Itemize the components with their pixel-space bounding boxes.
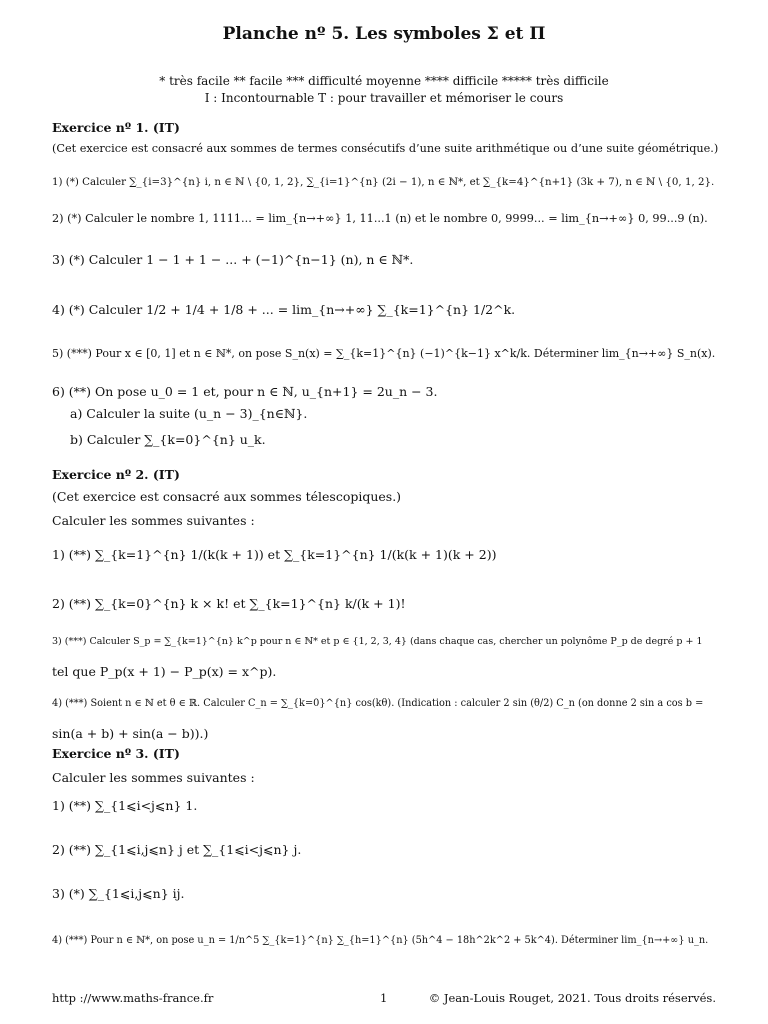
exercise-3-lead: Calculer les sommes suivantes : — [52, 770, 255, 785]
exercise-1-q6b: b) Calculer ∑_{k=0}^{n} u_k. — [70, 432, 266, 447]
exercise-2-q4-cont: sin(a + b) + sin(a − b)).) — [52, 726, 209, 741]
exercise-3-q2: 2) (**) ∑_{1⩽i,j⩽n} j et ∑_{1⩽i<j⩽n} j. — [52, 842, 302, 857]
category-legend: I : Incontournable T : pour travailler et mémoriser le cours — [204, 91, 564, 105]
exercise-1-q4: 4) (*) Calculer 1/2 + 1/4 + 1/8 + ... = lim_{n→+∞} ∑_{k=1}^{n} 1/2^k. — [52, 302, 516, 317]
difficulty-legend: * très facile ** facile *** difficulté moyenne **** difficile ***** très difficile — [159, 74, 609, 88]
exercise-2-q2: 2) (**) ∑_{k=0}^{n} k × k! et ∑_{k=1}^{n} k/(k + 1)! — [52, 596, 406, 611]
exercise-1-q6a: a) Calculer la suite (u_n − 3)_{n∈ℕ}. — [70, 406, 308, 421]
exercise-2-heading: Exercice nº 2. (IT) — [52, 467, 180, 482]
exercise-1-q1: 1) (*) Calculer ∑_{i=3}^{n} i, n ∈ ℕ \ {0, 1, 2}, ∑_{i=1}^{n} (2i − 1), n ∈ ℕ*, et ∑_{k=4}^{n+1} (3k + 7), n ∈ ℕ \ {0, 1, 2}. — [52, 176, 715, 188]
exercise-2-intro: (Cet exercice est consacré aux sommes télescopiques.) — [52, 489, 402, 504]
exercise-3-q4: 4) (***) Pour n ∈ ℕ*, on pose u_n = 1/n^5 ∑_{k=1}^{n} ∑_{h=1}^{n} (5h^4 − 18h^2k^2 + 5k^4). Déterminer lim_{n→+∞} u_n. — [52, 935, 709, 946]
exercise-2-q3: 3) (***) Calculer S_p = ∑_{k=1}^{n} k^p pour n ∈ ℕ* et p ∈ {1, 2, 3, 4} (dans chaque cas, chercher un polynôme P_p de degré p + 1 — [52, 636, 703, 647]
exercise-1-intro: (Cet exercice est consacré aux sommes de termes consécutifs d’une suite arithmétique ou d’une suite géométrique.) — [52, 142, 719, 155]
exercise-1-q2: 2) (*) Calculer le nombre 1, 1111... = lim_{n→+∞} 1, 11...1 (n) et le nombre 0, 9999... = lim_{n→+∞} 0, 99...9 (n). — [52, 212, 708, 225]
exercise-1-q5: 5) (***) Pour x ∈ [0, 1] et n ∈ ℕ*, on pose S_n(x) = ∑_{k=1}^{n} (−1)^{k−1} x^k/k. Déterminer lim_{n→+∞} S_n(x). — [52, 347, 716, 360]
exercise-1-q3: 3) (*) Calculer 1 − 1 + 1 − ... + (−1)^{n−1} (n), n ∈ ℕ*. — [52, 252, 414, 267]
footer-copyright: © Jean-Louis Rouget, 2021. Tous droits réservés. — [428, 991, 716, 1005]
exercise-2-q3-cont: tel que P_p(x + 1) − P_p(x) = x^p). — [52, 664, 277, 679]
exercise-3-q3: 3) (*) ∑_{1⩽i,j⩽n} ij. — [52, 886, 185, 901]
exercise-3-q1: 1) (**) ∑_{1⩽i<j⩽n} 1. — [52, 798, 198, 813]
footer-page-number: 1 — [380, 991, 388, 1005]
footer-url[interactable]: http ://www.maths-france.fr — [52, 991, 214, 1005]
exercise-2-q4: 4) (***) Soient n ∈ ℕ et θ ∈ ℝ. Calculer C_n = ∑_{k=0}^{n} cos(kθ). (Indication : calculer 2 sin (θ/2) C_n (on donne 2 sin a cos b = — [52, 698, 704, 709]
exercise-2-lead: Calculer les sommes suivantes : — [52, 513, 255, 528]
page-title: Planche nº 5. Les symboles Σ et Π — [222, 24, 546, 44]
exercise-1-q6: 6) (**) On pose u_0 = 1 et, pour n ∈ ℕ, u_{n+1} = 2u_n − 3. — [52, 384, 438, 399]
exercise-1-heading: Exercice nº 1. (IT) — [52, 120, 180, 135]
exercise-2-q1: 1) (**) ∑_{k=1}^{n} 1/(k(k + 1)) et ∑_{k=1}^{n} 1/(k(k + 1)(k + 2)) — [52, 547, 497, 562]
exercise-3-heading: Exercice nº 3. (IT) — [52, 746, 180, 761]
